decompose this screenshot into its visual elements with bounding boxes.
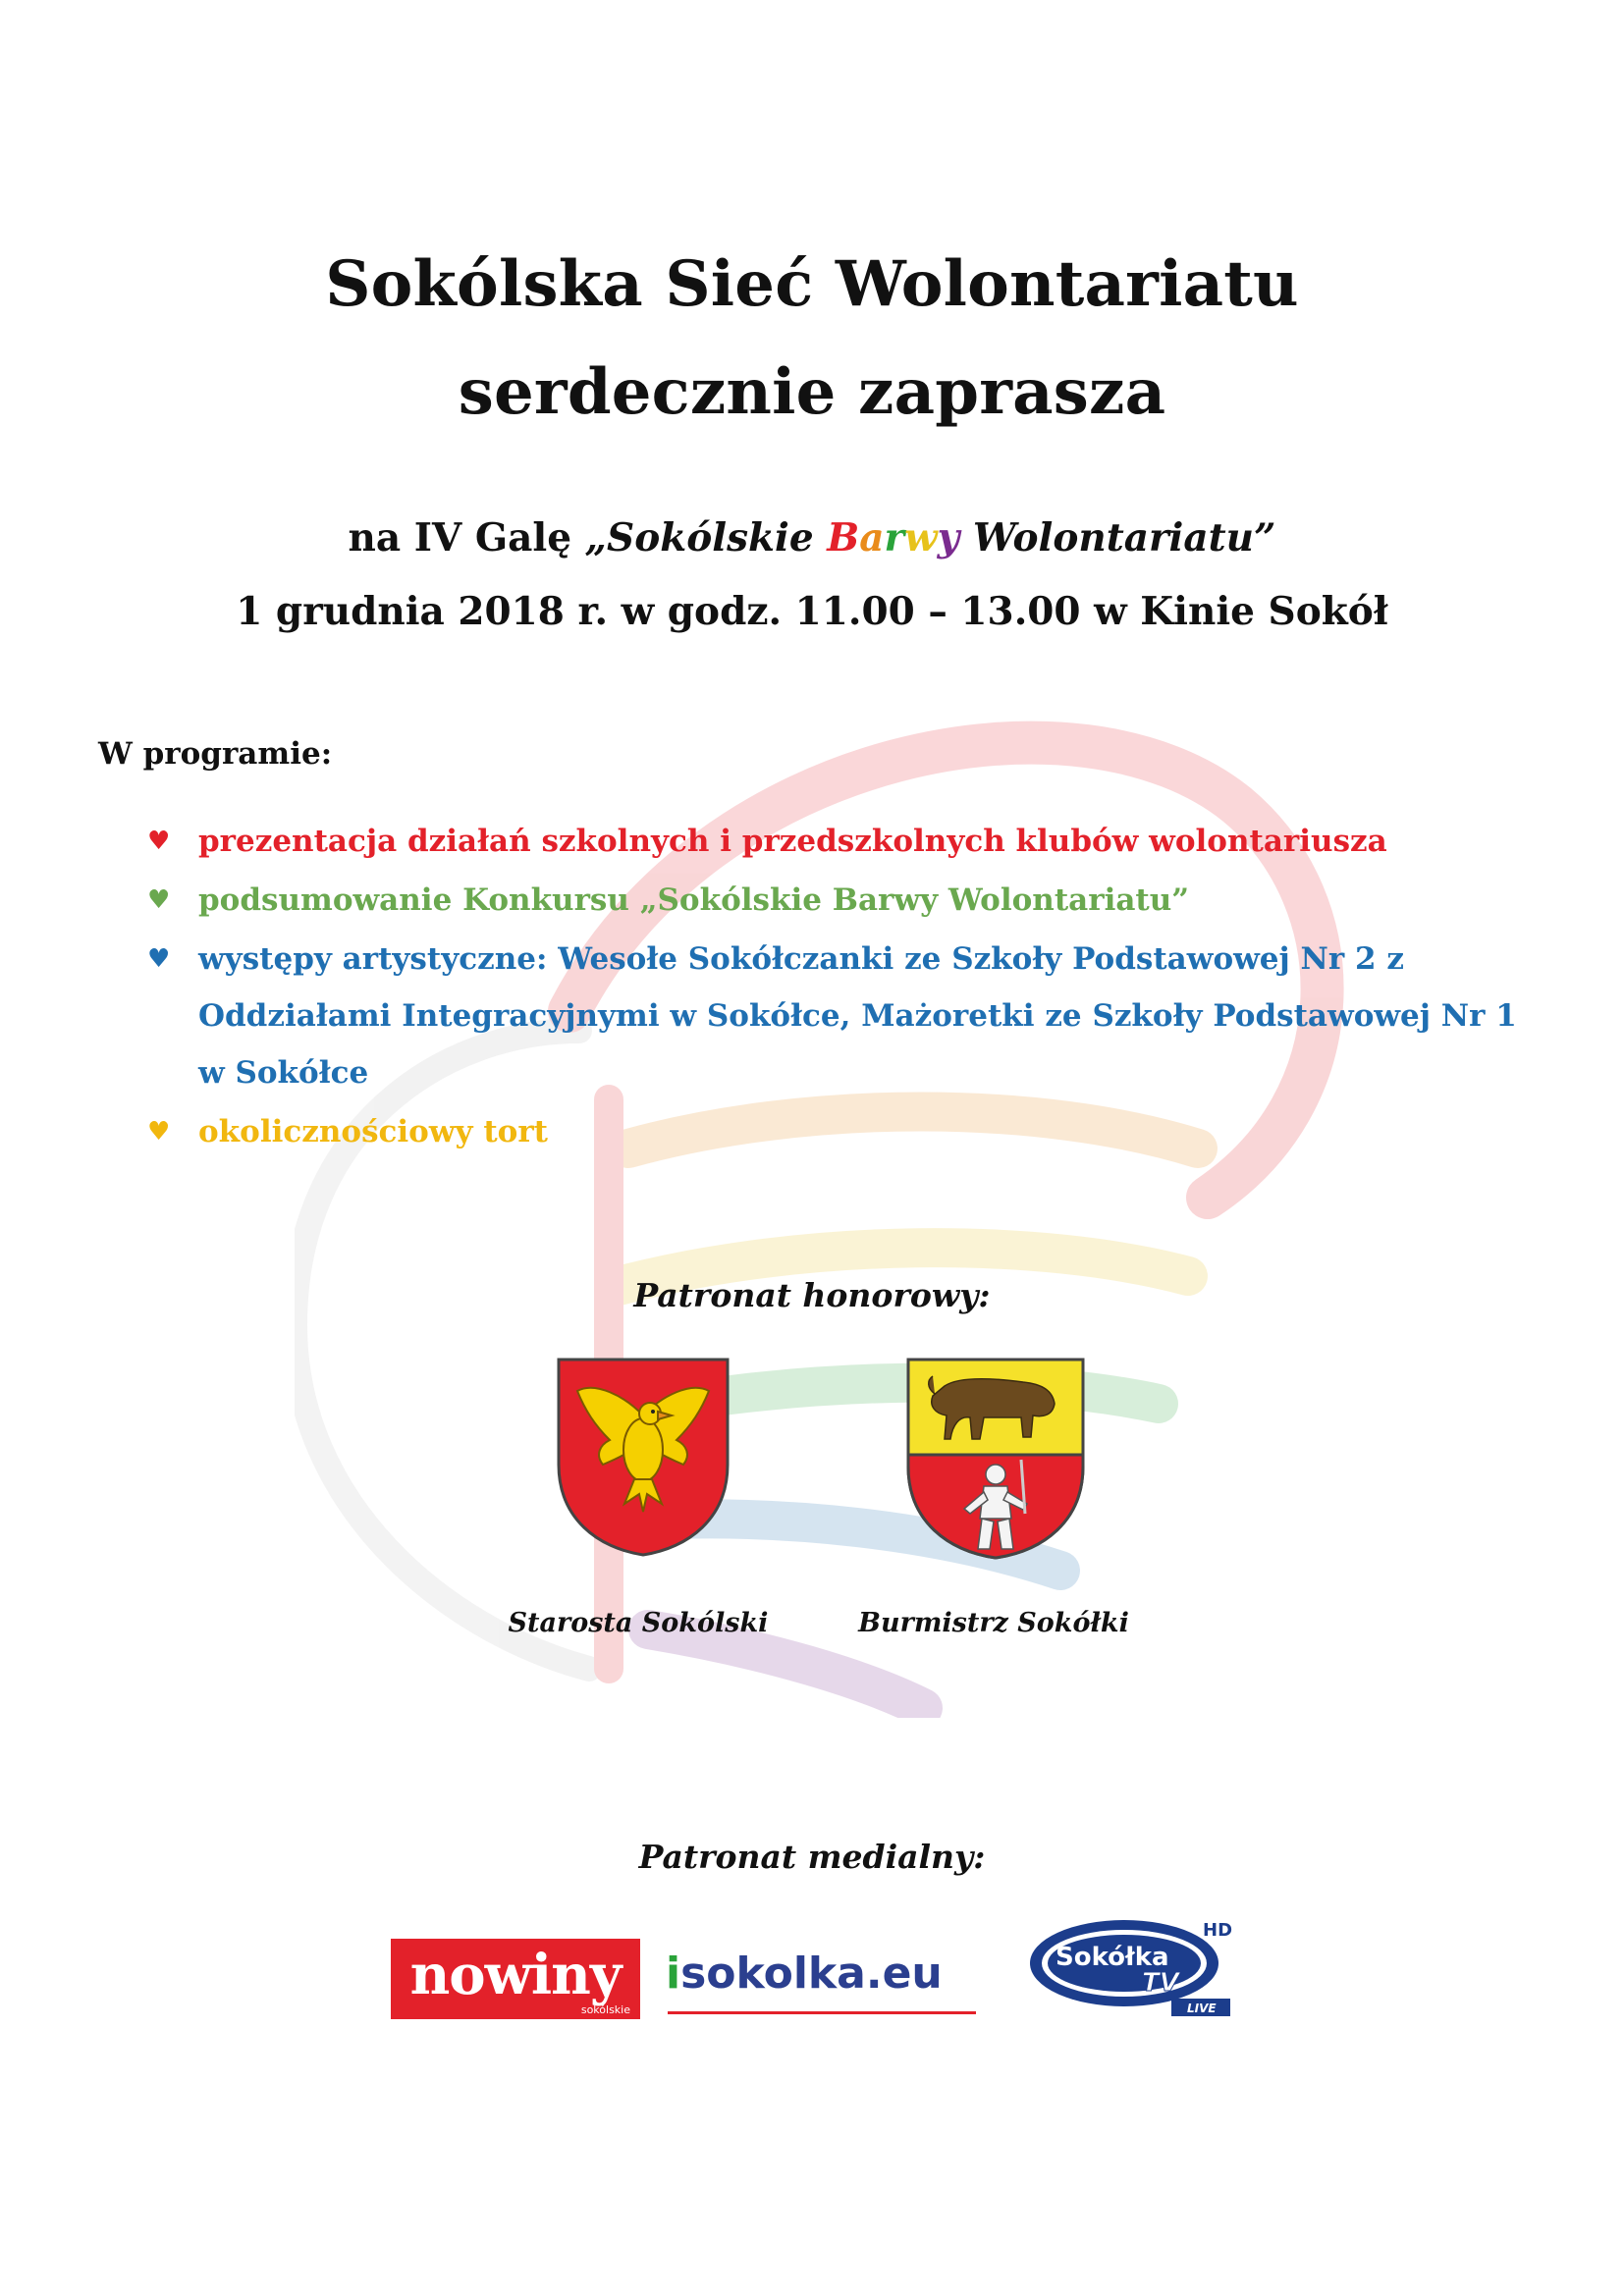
page-title-line1: Sokólska Sieć Wolontariatu: [325, 247, 1299, 321]
sokolka-tv-hd: HD: [1203, 1920, 1233, 1941]
patron-caption-burmistrz: Burmistrz Sokółki: [858, 1608, 1129, 1638]
event-title: [0, 515, 1624, 561]
isokolka-logo-rest: sokolka.eu: [680, 1949, 943, 1999]
honorary-patronage-heading: Patronat honorowy:: [633, 1276, 991, 1314]
nowiny-logo-main: nowiny: [409, 1943, 622, 2007]
isokolka-underline: [668, 2011, 976, 2014]
list-item: [147, 872, 1542, 929]
program-list: [147, 813, 1542, 1160]
bison-knight-crest-icon: [905, 1357, 1086, 1561]
barwy-letter: w: [904, 515, 938, 561]
list-item-text: prezentacja działań szkolnych i przedszkolnych klubów wolontariusza: [198, 824, 1387, 859]
sokolka-tv-name: Sokółka: [1056, 1943, 1169, 1972]
barwy-word: [827, 515, 959, 561]
list-item-text: występy artystyczne: Wesołe Sokółczanki ze Szkoły Podstawowej Nr 2 z Oddziałami Integracyjnymi w Sokółce, Mażoretki ze Szkoły Podstawowej Nr 1 w Sokółce: [198, 941, 1517, 1091]
list-item: [147, 1103, 1542, 1160]
event-title-quote-close: Wolontariatu”: [959, 515, 1276, 561]
eagle-crest-icon: [556, 1357, 731, 1558]
heart-icon: ♥: [147, 885, 171, 915]
barwy-letter: r: [884, 515, 905, 561]
event-title-quote-open: „Sokólskie: [584, 515, 828, 561]
heart-icon: ♥: [147, 827, 171, 856]
sokolka-tv-live: LIVE: [1187, 2002, 1217, 2015]
event-title-prefix: na IV Galę: [348, 515, 585, 561]
page-title-line2: serdecznie zaprasza: [458, 355, 1166, 429]
list-item-text: podsumowanie Konkursu „Sokólskie Barwy Wolontariatu”: [198, 882, 1190, 918]
list-item-text: okolicznościowy tort: [198, 1114, 549, 1149]
list-item: [147, 931, 1542, 1101]
heart-icon: ♥: [147, 944, 171, 974]
event-date-place: 1 grudnia 2018 r. w godz. 11.00 – 13.00 w Kinie Sokół: [236, 589, 1388, 634]
barwy-letter: B: [827, 515, 860, 561]
media-patronage-heading: Patronat medialny:: [638, 1838, 986, 1876]
barwy-letter: y: [937, 515, 960, 561]
nowiny-logo-sub: sokólskie: [580, 2003, 630, 2016]
nowiny-logo: [391, 1939, 640, 2019]
isokolka-logo: [666, 1949, 980, 2017]
sokolka-tv-tv: TV: [1142, 1968, 1179, 1998]
heart-icon: ♥: [147, 1117, 171, 1147]
barwy-letter: a: [859, 515, 885, 561]
patron-caption-starosta: Starosta Sokólski: [508, 1608, 769, 1638]
isokolka-logo-i: i: [666, 1949, 681, 1999]
sokolka-tv-logo: [1026, 1914, 1238, 2020]
list-item: [147, 813, 1542, 870]
program-heading: W programie:: [98, 736, 333, 772]
